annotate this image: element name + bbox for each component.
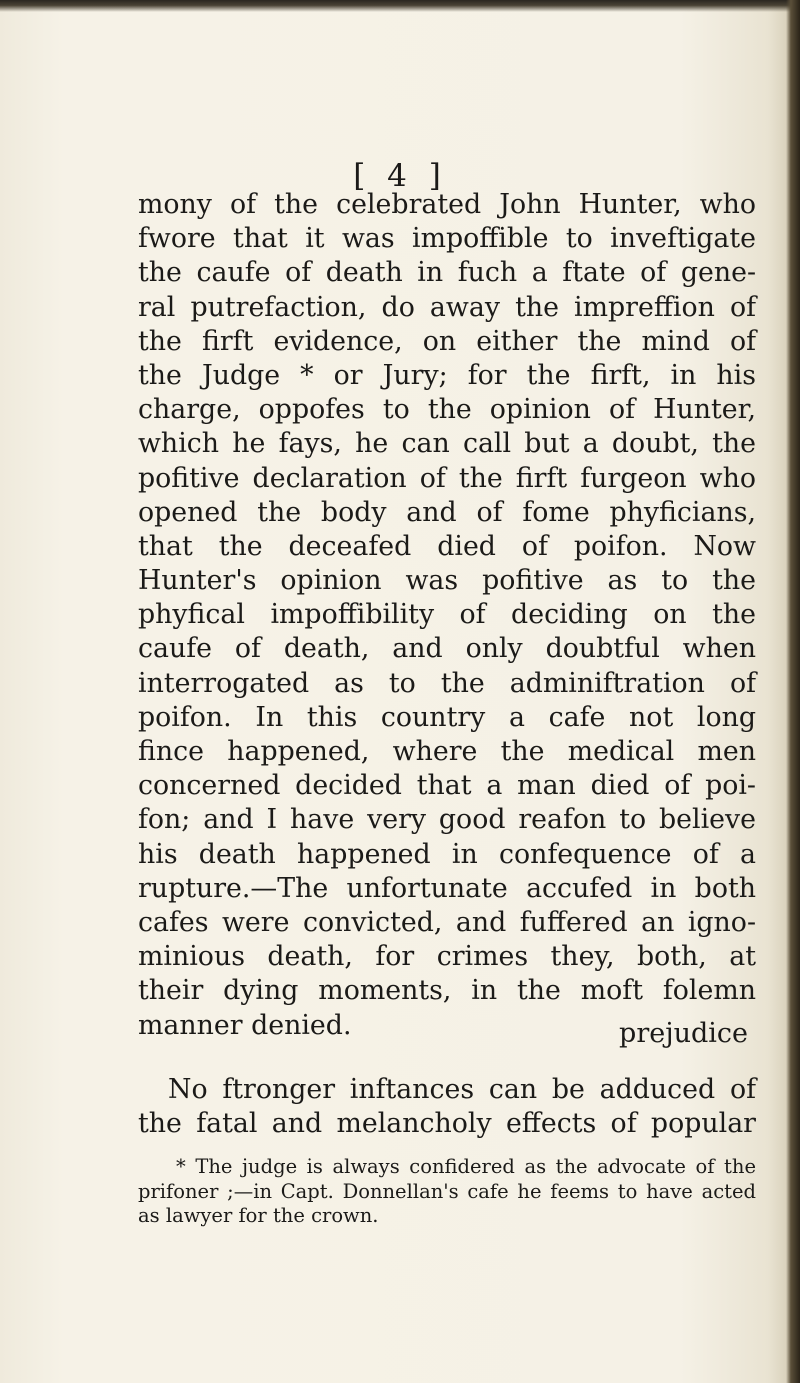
- text-line: fince happened, where the medical men: [138, 736, 756, 767]
- catchword: prejudice: [619, 1018, 748, 1049]
- text-line: poifon. In this country a cafe not long: [138, 701, 756, 733]
- text-line: their dying moments, in the moft folemn: [138, 975, 756, 1007]
- page-top-edge: [0, 0, 800, 12]
- text-line: ral putrefaction, do away the impreffion of: [138, 291, 756, 323]
- text-line: the fatal and melancholy effects of popular: [138, 1107, 756, 1139]
- text-line: interrogated as to the adminiftration of: [138, 667, 756, 699]
- text-line: cafes were convicted, and fuffered an igno-: [138, 906, 756, 938]
- page-number-header: [ 4 ]: [353, 158, 447, 194]
- text-line: fwore that it was impoffible to inveftigate: [138, 223, 756, 255]
- text-line: the caufe of death in fuch a ftate of gene-: [138, 257, 756, 289]
- text-line: the Judge * or Jury; for the firft, in his: [138, 359, 756, 391]
- paragraph-2: [138, 1073, 756, 1141]
- text-line: mony of the celebrated John Hunter, who: [138, 189, 756, 220]
- text-line: concerned decided that a man died of poi-: [138, 770, 756, 802]
- text-line: his death happened in confequence of a: [138, 838, 756, 870]
- text-line: pofitive declaration of the firft furgeon who: [138, 462, 756, 494]
- footnote-line: as lawyer for the crown.: [138, 1204, 379, 1228]
- footnote-line: * The judge is always confidered as the advocate of the: [176, 1155, 756, 1179]
- text-line: caufe of death, and only doubtful when: [138, 633, 756, 665]
- text-line: minious death, for crimes they, both, at: [138, 941, 756, 973]
- text-line: Hunter's opinion was pofitive as to the: [138, 565, 756, 597]
- paragraph-1: [138, 188, 756, 1043]
- body-text: [138, 188, 756, 1229]
- footnote: [138, 1155, 756, 1229]
- text-line: opened the body and of fome phyficians,: [138, 496, 756, 528]
- text-line: charge, oppofes to the opinion of Hunter,: [138, 394, 756, 426]
- footnote-line: prifoner ;—in Capt. Donnellan's cafe he feems to have acted: [138, 1179, 756, 1203]
- text-line: the firft evidence, on either the mind of: [138, 325, 756, 357]
- text-line: phyfical impoffibility of deciding on the: [138, 599, 756, 631]
- text-line: fon; and I have very good reafon to believe: [138, 804, 756, 836]
- text-line: No ftronger inftances can be adduced of: [168, 1073, 756, 1105]
- text-line: that the deceafed died of poifon. Now: [138, 530, 756, 562]
- page-binding-edge: [786, 0, 800, 1383]
- text-line: rupture.—The unfortunate accufed in both: [138, 872, 756, 904]
- text-line: manner denied.: [138, 1009, 352, 1041]
- text-line: which he fays, he can call but a doubt, the: [138, 428, 756, 460]
